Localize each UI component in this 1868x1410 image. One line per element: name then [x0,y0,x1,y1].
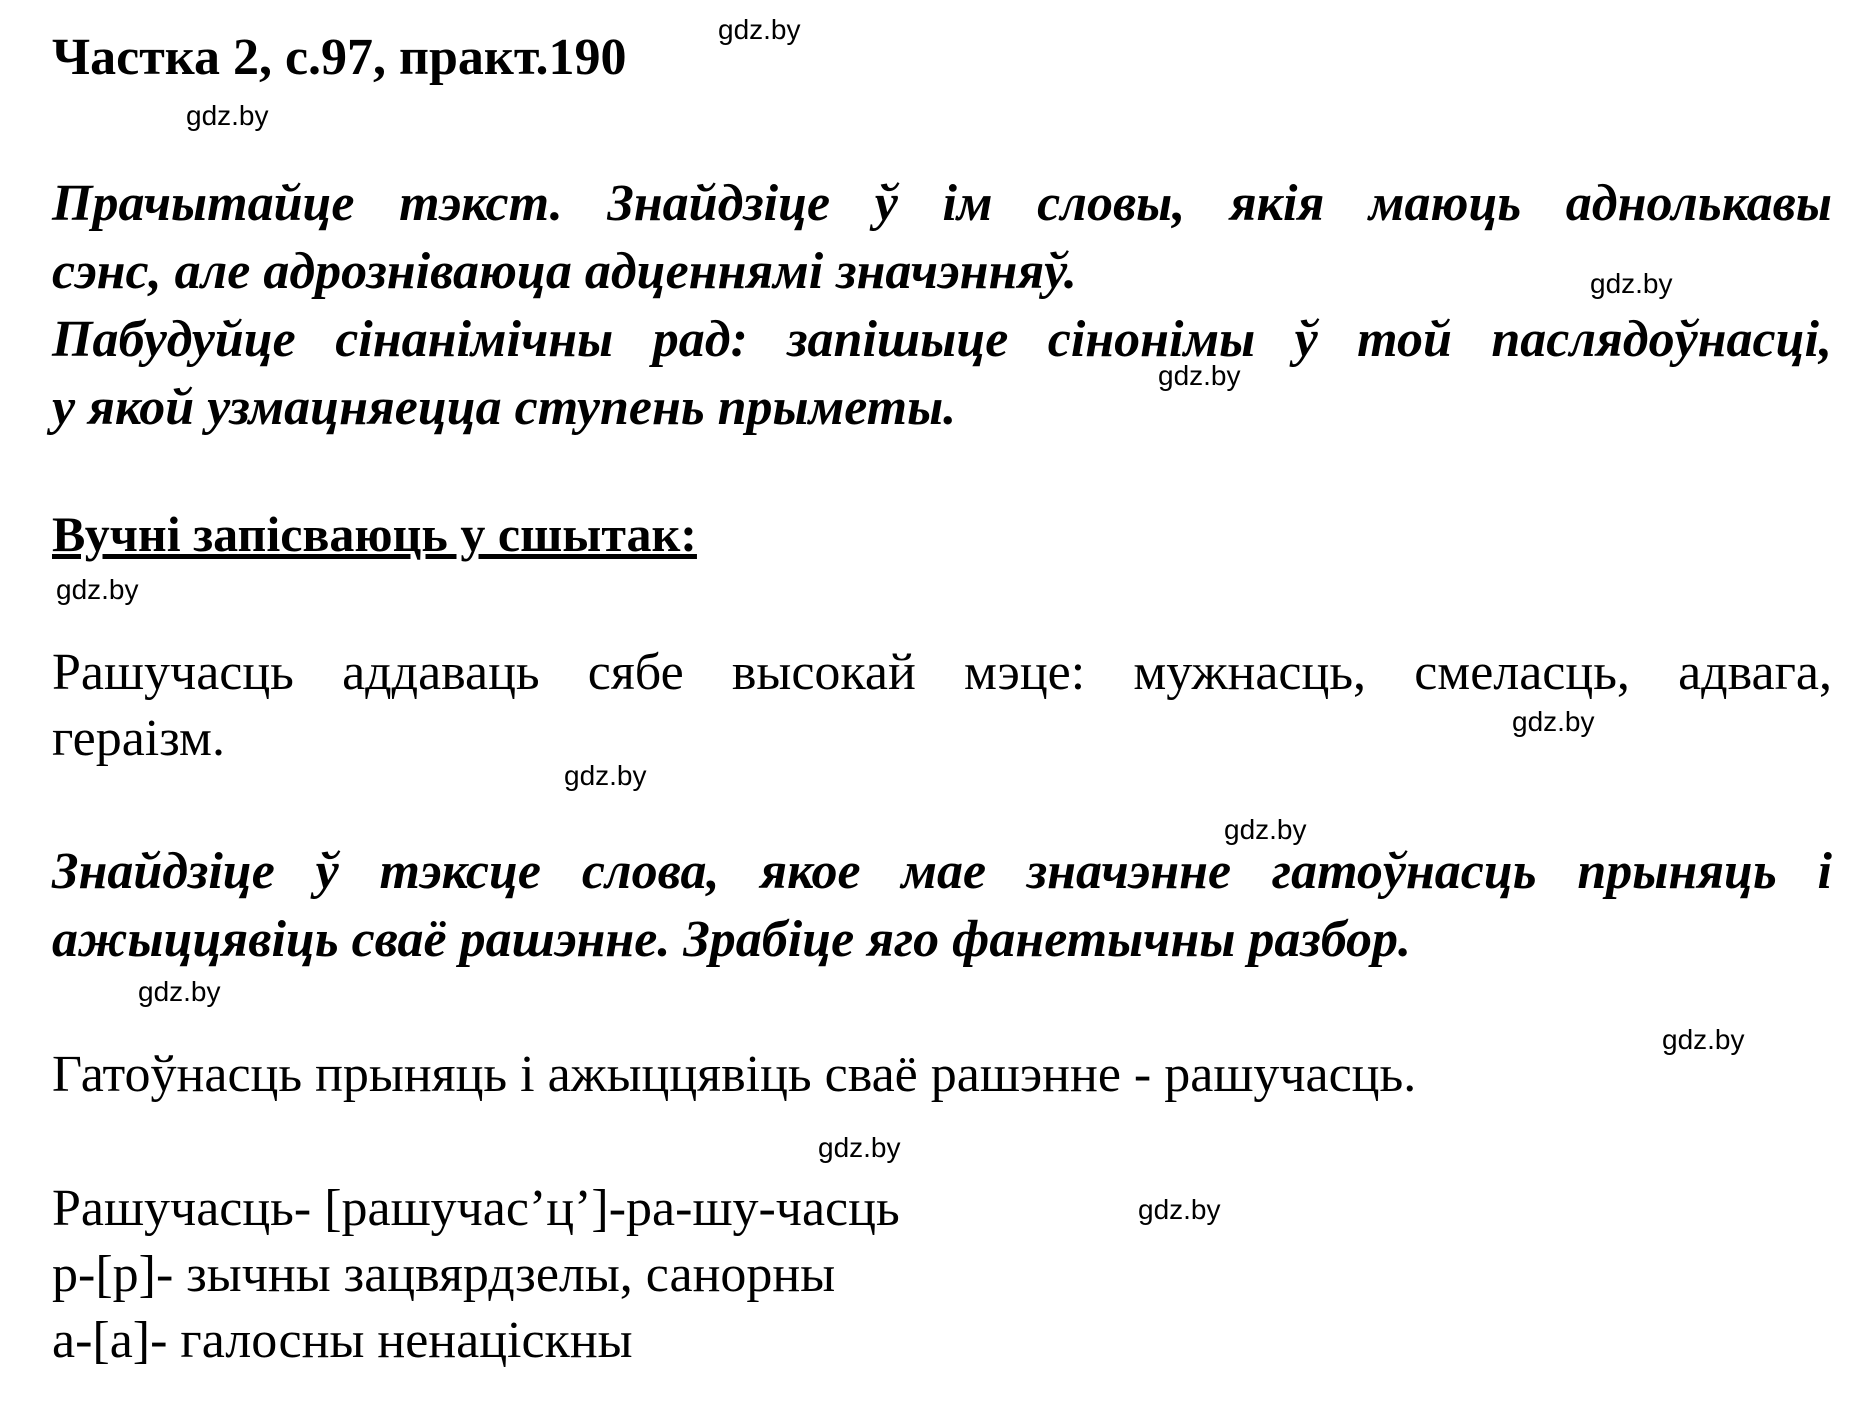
answer-line: Гатоўнасць прыняць і ажыццявіць сваё рашэнне - рашучасць. [52,1046,1417,1103]
task-line: сэнс, але адрозніваюца адценнямі значэнняў. [52,243,1077,300]
watermark: gdz.by [1590,268,1673,299]
watermark: gdz.by [1224,814,1307,845]
analysis-line: р-[р]- зычны зацвярдзелы, санорны [52,1246,836,1303]
watermark: gdz.by [1512,706,1595,737]
task-line: Знайдзіце ў тэксце слова, якое мае значэнне гатоўнасць прыняць і [52,843,1832,900]
watermark: gdz.by [56,574,139,605]
answer-word [52,1042,1832,1108]
analysis-line: Рашучасць- [рашучас’ц’]-ра-шу-часць [52,1180,900,1237]
watermark: gdz.by [718,14,801,45]
task-line: Прачытайце тэкст. Знайдзіце ў ім словы, якія маюць аднолькавы [52,175,1832,232]
section-heading: Вучні запісваюць у сшытак: [52,506,697,562]
watermark: gdz.by [1138,1194,1221,1225]
task-instructions [52,170,1832,442]
watermark: gdz.by [138,976,221,1007]
watermark: gdz.by [1662,1024,1745,1055]
page-title: Частка 2, с.97, практ.190 [52,29,627,86]
answer-line: Рашучасць аддаваць сябе высокай мэце: мужнасць, смеласць, адвага, [52,644,1832,701]
task-line: у якой узмацняецца ступень прыметы. [52,379,957,436]
analysis-line: а-[а]- галосны ненацiскны [52,1312,633,1369]
watermark: gdz.by [1158,360,1241,391]
phonetic-analysis [52,1176,1832,1374]
watermark: gdz.by [564,760,647,791]
task-line: Пабудуйце сінанімічны рад: запішыце сінонімы ў той паслядоўнасці, [52,311,1832,368]
answer-line: гераізм. [52,710,225,767]
task-line: ажыццявіць сваё рашэнне. Зрабіце яго фанетычны разбор. [52,911,1411,968]
task-instructions-2 [52,838,1832,974]
watermark: gdz.by [186,100,269,131]
watermark: gdz.by [818,1132,901,1163]
